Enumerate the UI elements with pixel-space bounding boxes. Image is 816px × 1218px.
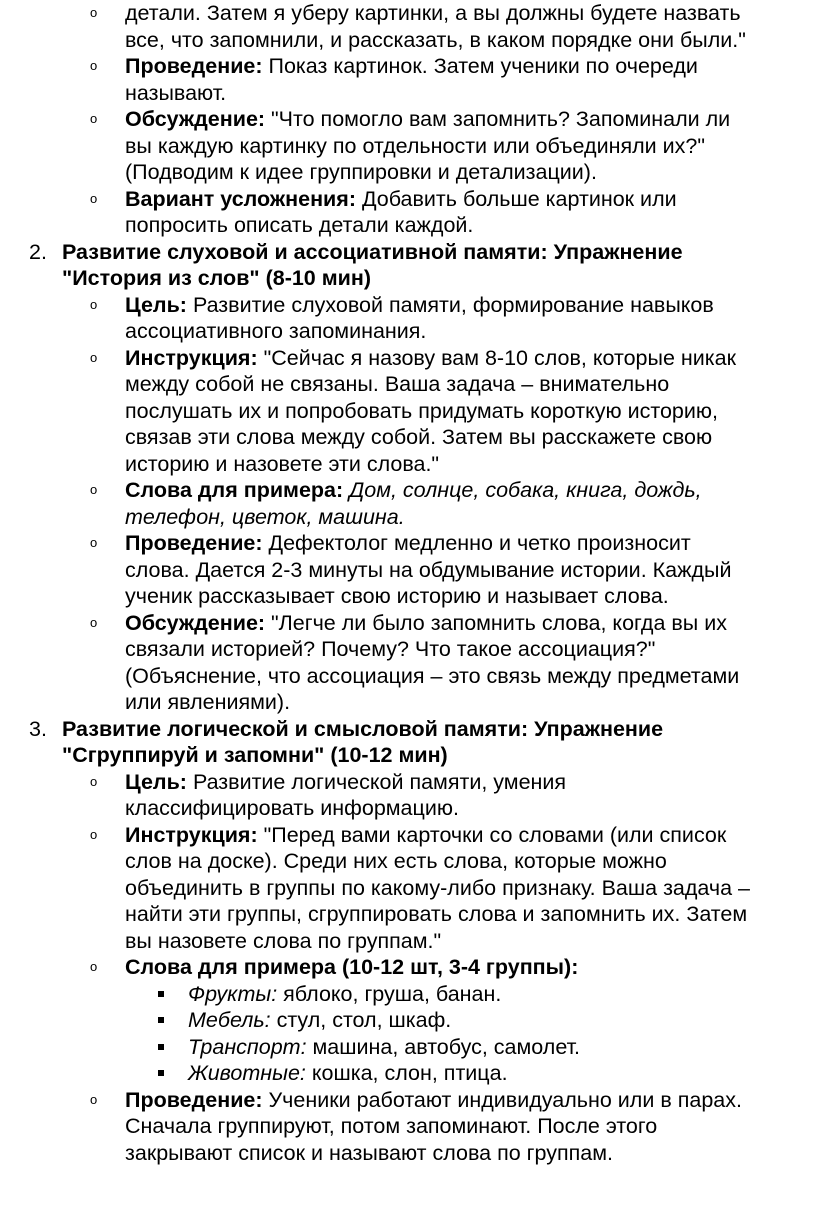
section2-item-instruction [0, 345, 816, 478]
group-words: машина, автобус, самолет. [306, 1034, 581, 1059]
group-words: кошка, слон, птица. [305, 1061, 508, 1085]
bullet-icon: o [90, 58, 98, 73]
item-label: Проведение: [125, 531, 263, 555]
section1-sublist [0, 0, 816, 239]
bullet-icon: o [90, 773, 98, 789]
bullet-icon: o [90, 111, 98, 126]
item-text: Дефектолог медленно и четко произносит [262, 531, 691, 555]
item-label: Проведение: [125, 1087, 263, 1112]
group-words: стул, стол, шкаф. [270, 1008, 452, 1032]
bullet-icon: o [90, 349, 98, 365]
text-line: слов на доске). Среди них есть слова, которые можно [125, 849, 667, 873]
text-line [125, 769, 816, 796]
text-line: историю и назовете эти слова." [125, 451, 440, 476]
section-heading [62, 239, 816, 292]
item-text: Ученики работают индивидуально или в парах. [262, 1087, 742, 1112]
text-line: Сначала группируют, потом запоминают. После этого [125, 1114, 658, 1138]
text-line: детали. Затем я уберу картинки, а вы должны будете назвать [125, 1, 741, 25]
text-line: называют. [125, 80, 227, 105]
text-line: связали историей? Почему? Что такое ассоциация?" [125, 637, 656, 661]
text-line: телефон, цветок, машина. [125, 504, 405, 529]
item-text: Дом, солнце, собака, книга, дождь, [343, 478, 702, 502]
bullet-icon: o [90, 190, 98, 206]
text-line [125, 53, 816, 80]
text-line: слова. Дается 2-3 минуты на обдумывание истории. Каждый [125, 557, 732, 582]
item-text: Добавить больше картинок или [355, 186, 677, 211]
item-text: Развитие логической памяти, умения [186, 769, 567, 794]
square-bullet-icon [158, 1044, 164, 1050]
item-text: "Перед вами карточки со словами (или список [257, 822, 727, 847]
section3-groups-list [0, 981, 816, 1087]
item-text: Показ картинок. Затем ученики по очереди [262, 54, 698, 78]
section3 [0, 716, 816, 769]
section2-item-discussion [0, 610, 816, 716]
heading-line: "Сгруппируй и запомни" (10-12 мин) [62, 743, 448, 767]
section-number: 2. [29, 239, 47, 264]
heading-line: Развитие слуховой и ассоциативной памяти: Упражнение [62, 239, 683, 264]
bullet-icon: o [90, 482, 98, 497]
text-line [125, 292, 816, 319]
item-label: Инструкция: [125, 822, 258, 847]
item-label: Цель: [125, 292, 187, 317]
group-words: яблоко, груша, банан. [277, 981, 502, 1006]
text-line [188, 1060, 816, 1087]
group-item-furniture [0, 1007, 816, 1034]
group-item-transport [0, 1034, 816, 1061]
text-line [125, 822, 816, 849]
text-line [125, 345, 816, 372]
group-name: Животные: [188, 1061, 306, 1085]
text-line [125, 186, 816, 213]
group-item-animals [0, 1060, 816, 1087]
text-line: найти эти группы, сгруппировать слова и запомнить их. Затем [125, 902, 748, 926]
text-line: связав эти слова между собой. Затем вы расскажете свою [125, 425, 713, 449]
section1-item-conduct [0, 53, 816, 106]
bullet-icon: o [90, 296, 98, 312]
text-line: или явлениями). [125, 690, 291, 714]
section3-item-goal [0, 769, 816, 822]
text-line [125, 530, 816, 557]
item-label: Цель: [125, 769, 187, 794]
text-line: вы каждую картинку по отдельности или объединяли их?" [125, 133, 705, 158]
item-text: Развитие слуховой памяти, формирование навыков [186, 292, 714, 317]
text-line: ученик рассказывает свою историю и называет слова. [125, 584, 669, 608]
text-line [188, 981, 816, 1008]
bullet-icon: o [90, 1091, 98, 1107]
group-item-fruits [0, 981, 816, 1008]
section1-item-discussion [0, 106, 816, 186]
section2-item-examples [0, 477, 816, 530]
item-label: Обсуждение: [125, 610, 266, 635]
section3-sublist [0, 769, 816, 981]
section2-sublist [0, 292, 816, 716]
item-label: Инструкция: [125, 345, 258, 370]
text-line [188, 1007, 816, 1034]
section-heading [62, 716, 816, 769]
square-bullet-icon [158, 1017, 164, 1023]
text-line [125, 477, 816, 504]
section2-item-conduct [0, 530, 816, 610]
text-line [125, 106, 816, 133]
text-line: ассоциативного запоминания. [125, 319, 427, 343]
group-name: Фрукты: [188, 981, 278, 1006]
square-bullet-icon [158, 1070, 164, 1076]
text-line: между собой не связаны. Ваша задача – внимательно [125, 372, 670, 396]
text-line: вы назовете слова по группам." [125, 928, 442, 953]
text-line [125, 610, 816, 637]
section3-item-examples [0, 954, 816, 981]
item-label: Слова для примера: [125, 478, 344, 502]
text-line: (Объяснение, что ассоциация – это связь между предметами [125, 663, 740, 688]
section2 [0, 239, 816, 292]
item-label: Вариант усложнения: [125, 186, 356, 211]
section3-sublist-tail [0, 1087, 816, 1167]
item-label: Проведение: [125, 54, 263, 78]
section3-item-instruction [0, 822, 816, 955]
item-text: "Легче ли было запомнить слова, когда вы их [265, 610, 727, 635]
bullet-icon: o [90, 959, 98, 974]
square-bullet-icon [158, 991, 164, 997]
item-text: "Сейчас я назову вам 8-10 слов, которые никак [257, 345, 736, 370]
heading-line: Развитие логической и смысловой памяти: Упражнение [62, 716, 664, 741]
text-line [125, 1087, 816, 1114]
text-line [188, 1034, 816, 1061]
section1-item-instruction-tail [0, 0, 816, 53]
item-label: Обсуждение: [125, 107, 266, 131]
text-line: объединить в группы по какому-либо признаку. Ваша задача – [125, 875, 751, 900]
item-text: "Что помогло вам запомнить? Запоминали ли [265, 107, 731, 131]
text-line: классифицировать информацию. [125, 796, 459, 820]
bullet-icon: o [90, 535, 98, 550]
item-label: Слова для примера (10-12 шт, 3-4 группы): [125, 955, 579, 979]
text-line: все, что запомнили, и рассказать, в каком порядке они были." [125, 27, 746, 52]
text-line: (Подводим к идее группировки и детализации). [125, 160, 597, 184]
section2-item-goal [0, 292, 816, 345]
text-line: закрывают список и называют слова по группам. [125, 1140, 613, 1165]
bullet-icon: o [90, 826, 98, 842]
section1-item-variant [0, 186, 816, 239]
text-line: послушать их и попробовать придумать короткую историю, [125, 398, 718, 423]
heading-line: "История из слов" (8-10 мин) [62, 266, 372, 290]
bullet-icon: o [90, 614, 98, 630]
section-number: 3. [29, 716, 47, 741]
bullet-icon: o [90, 5, 98, 20]
group-name: Мебель: [188, 1008, 271, 1032]
group-name: Транспорт: [188, 1034, 307, 1059]
text-line: попросить описать детали каждой. [125, 213, 474, 237]
section3-item-conduct [0, 1087, 816, 1167]
